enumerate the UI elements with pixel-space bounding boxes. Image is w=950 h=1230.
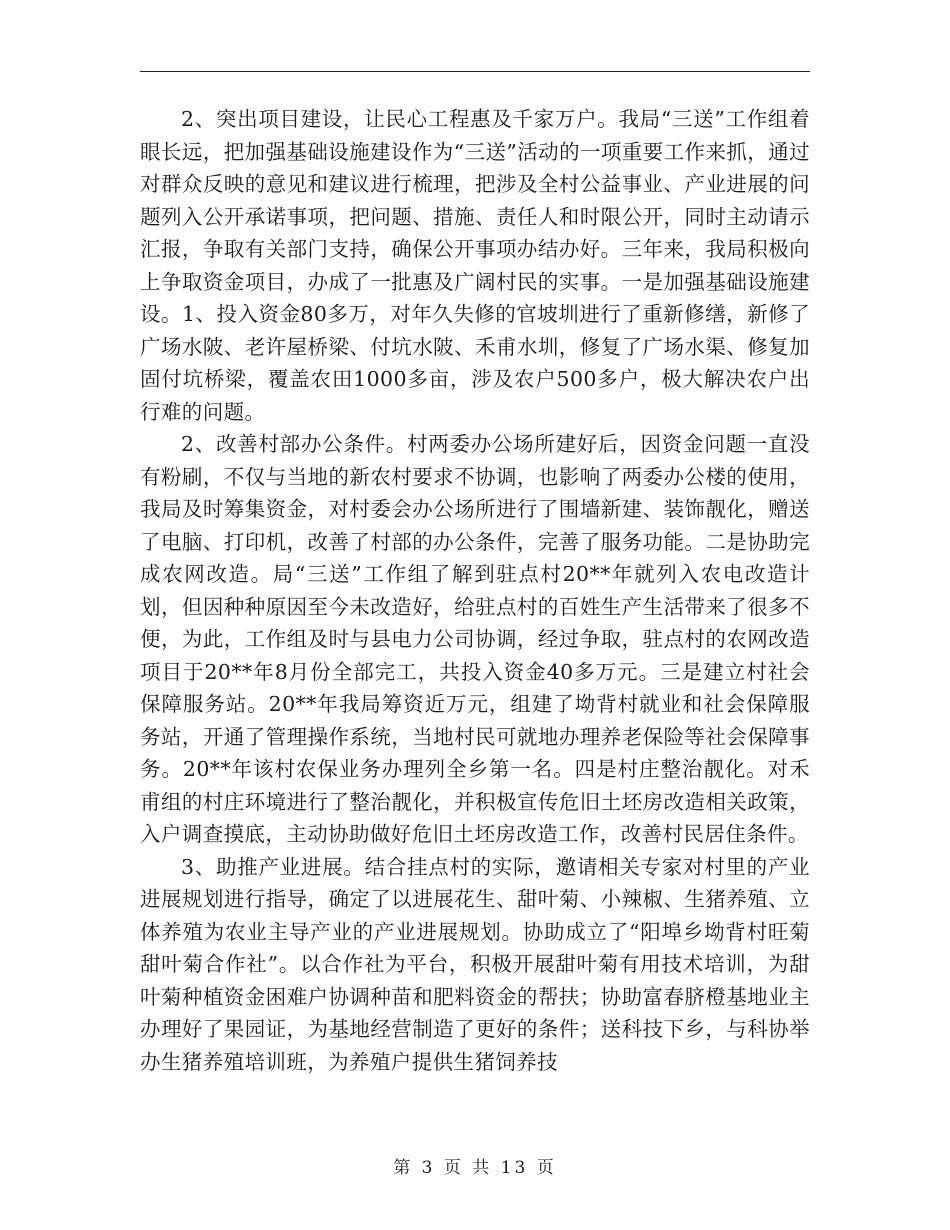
- header-rule: [140, 71, 810, 72]
- document-body: [140, 103, 810, 1078]
- paragraph-3: 3、助推产业进展。结合挂点村的实际，邀请相关专家对村里的产业进展规划进行指导，确定了以进展花生、甜叶菊、小辣椒、生猪养殖、立体养殖为农业主导产业的产业进展规划。协助成立了“阳埠乡坳背村旺菊甜叶菊合作社”。以合作社为平台，积极开展甜叶菊有用技术培训，为甜叶菊种植资金困难户协调种苗和肥料资金的帮扶；协助富春脐橙基地业主办理好了果园证，为基地经营制造了更好的条件；送科技下乡，与科协举办生猪养殖培训班，为养殖户提供生猪饲养技: [140, 854, 810, 1074]
- page-number: 第 3 页 共 13 页: [393, 1158, 557, 1178]
- paragraph-2: 2、改善村部办公条件。村两委办公场所建好后，因资金问题一直没有粉刷，不仅与当地的新农村要求不协调，也影响了两委办公楼的使用，我局及时筹集资金，对村委会办公场所进行了围墙新建、装饰靓化，赠送了电脑、打印机，改善了村部的办公条件，完善了服务功能。二是协助完成农网改造。局“三送”工作组了解到驻点村20**年就列入农电改造计划，但因种种原因至今未改造好，给驻点村的百姓生产生活带来了很多不便，为此，工作组及时与县电力公司协调，经过争取，驻点村的农网改造项目于20**年8月份全部完工，共投入资金40多万元。三是建立村社会保障服务站。20**年我局筹资近万元，组建了坳背村就业和社会保障服务站，开通了管理操作系统，当地村民可就地办理养老保险等社会保障事务。20**年该村农保业务办理列全乡第一名。四是村庄整治靓化。对禾甫组的村庄环境进行了整治靓化，并积极宣传危旧土坯房改造相关政策，入户调查摸底，主动协助做好危旧土坯房改造工作，改善村民居住条件。: [140, 432, 810, 846]
- paragraph-1: 2、突出项目建设，让民心工程惠及千家万户。我局“三送”工作组着眼长远，把加强基础设施建设作为“三送”活动的一项重要工作来抓，通过对群众反映的意见和建议进行梳理，把涉及全村公益事业、产业进展的问题列入公开承诺事项，把问题、措施、责任人和时限公开，同时主动请示汇报，争取有关部门支持，确保公开事项办结办好。三年来，我局积极向上争取资金项目，办成了一批惠及广阔村民的实事。一是加强基础设施建设。1、投入资金80多万，对年久失修的官坡圳进行了重新修缮，新修了广场水陂、老许屋桥梁、付坑水陂、禾甫水圳，修复了广场水渠、修复加固付坑桥梁，覆盖农田1000多亩，涉及农户500多户，极大解决农户出行难的问题。: [140, 107, 810, 424]
